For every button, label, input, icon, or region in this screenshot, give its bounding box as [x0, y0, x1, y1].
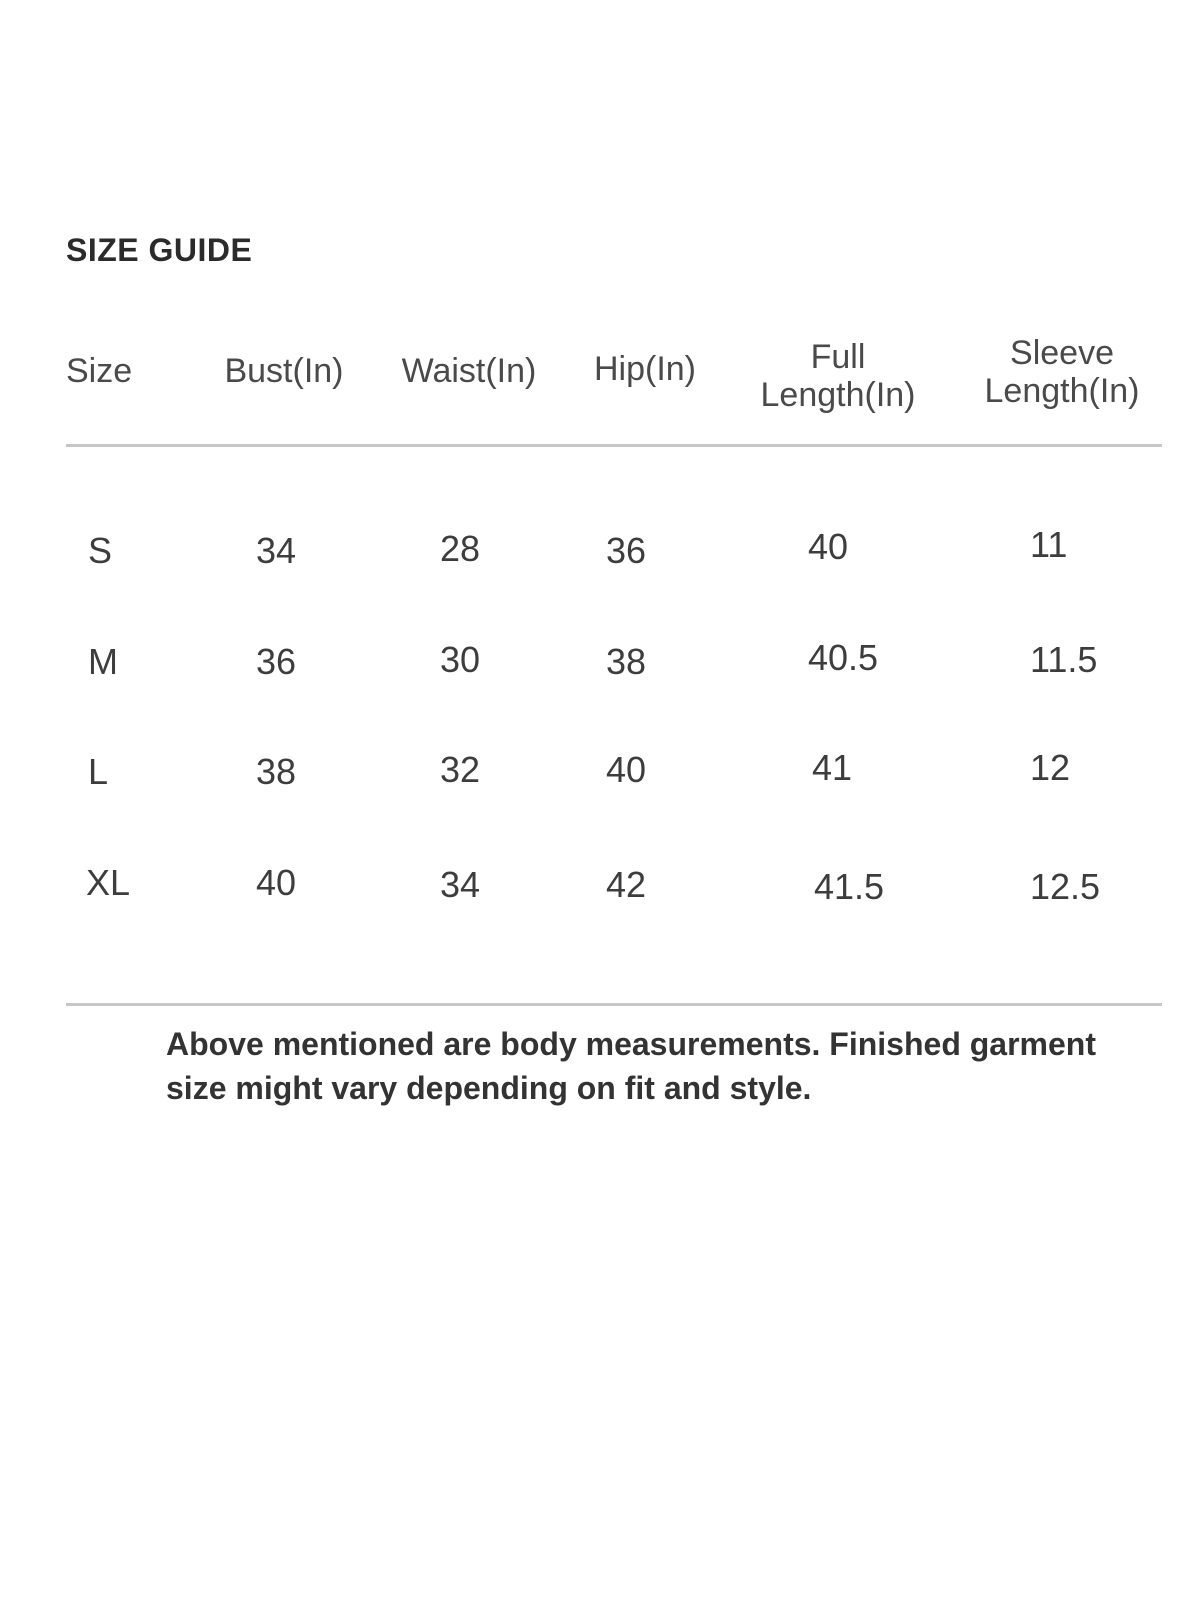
cell-sleeve-length: 11 — [1030, 524, 1068, 565]
cell-waist: 30 — [440, 639, 481, 680]
header-full-length-line1: Full — [810, 338, 866, 376]
header-full-length-line2: Length(In) — [760, 376, 916, 414]
measurement-note: Above mentioned are body measurements. Finished garment size might vary depending on fit and style. — [166, 1026, 1096, 1106]
header-sleeve-length-line1: Sleeve — [1010, 334, 1114, 372]
cell-bust: 36 — [256, 641, 297, 682]
cell-sleeve-length: 11.5 — [1030, 639, 1098, 680]
page-title: SIZE GUIDE — [66, 232, 253, 268]
header-sleeve-length-line2: Length(In) — [984, 372, 1140, 410]
header-divider — [66, 444, 1162, 447]
cell-full-length: 41.5 — [814, 866, 885, 907]
cell-full-length: 40.5 — [808, 637, 879, 678]
cell-waist: 28 — [440, 528, 481, 569]
cell-bust: 40 — [256, 862, 297, 903]
cell-full-length: 40 — [808, 526, 849, 567]
cell-full-length: 41 — [812, 747, 853, 788]
cell-bust: 38 — [256, 751, 297, 792]
cell-size: XL — [86, 862, 131, 903]
cell-hip: 42 — [606, 864, 647, 905]
header-sleeve-length — [970, 334, 1154, 410]
cell-sleeve-length: 12.5 — [1030, 866, 1101, 907]
header-size: Size — [66, 352, 133, 390]
cell-hip: 36 — [606, 530, 647, 571]
cell-bust: 34 — [256, 530, 297, 571]
cell-size: S — [88, 530, 113, 571]
cell-size: L — [88, 751, 109, 792]
cell-size: M — [88, 641, 118, 682]
cell-waist: 34 — [440, 864, 481, 905]
cell-sleeve-length: 12 — [1030, 747, 1071, 788]
header-hip: Hip(In) — [593, 350, 697, 388]
cell-hip: 40 — [606, 749, 647, 790]
table-bottom-divider — [66, 1003, 1162, 1006]
header-waist: Waist(In) — [401, 352, 537, 390]
cell-hip: 38 — [606, 641, 647, 682]
header-full-length — [746, 338, 930, 414]
header-bust: Bust(In) — [224, 352, 344, 390]
cell-waist: 32 — [440, 749, 481, 790]
